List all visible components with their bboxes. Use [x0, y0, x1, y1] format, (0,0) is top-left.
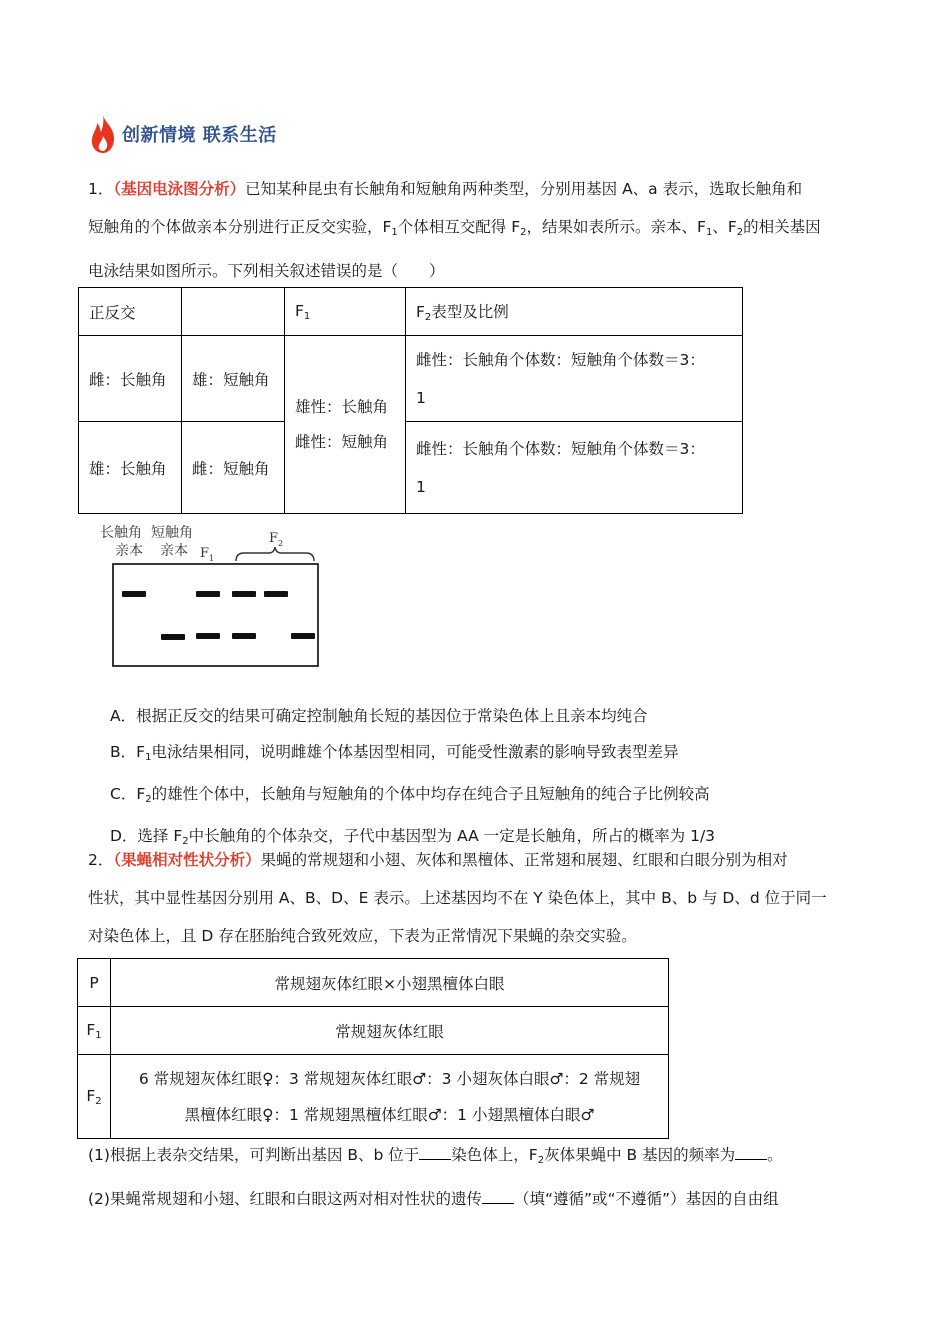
svg-text:2: 2: [278, 539, 284, 548]
band-f1-upper: [196, 591, 220, 597]
row-value-f1: 常规翅灰体红眼: [111, 1007, 669, 1055]
q2-line-2: 性状，其中显性基因分别用 A、B、D、E 表示。上述基因均不在 Y 染色体上，其中 B、b 与 D、d 位于同一: [88, 889, 827, 907]
subquestion-1: (1)根据上表杂交结果，可判断出基因 B、b 位于 染色体上，$F_2$灰体果蝇中 B 基因的频率为 。: [88, 1146, 783, 1166]
band-f2a-lower: [232, 633, 256, 639]
band-f1-lower: [196, 633, 220, 639]
label-parent-1: 亲本: [115, 543, 143, 559]
option-c: C．$F_2$的雄性个体中，长触角与短触角的个体中均存在纯合子且短触角的纯合子比例较高: [110, 785, 710, 805]
cell-female-short: 雌：短触角: [182, 422, 285, 514]
q2-subquestions: [88, 1136, 870, 1218]
q1-cross-table: [78, 287, 743, 514]
section-title: 创新情境 联系生活: [122, 125, 277, 146]
q1-options: [110, 698, 715, 860]
option-a: A．根据正反交的结果可确定控制触角长短的基因位于常染色体上且亲本均纯合: [110, 707, 648, 725]
label-parent-2: 亲本: [160, 543, 188, 559]
band-f2a-upper: [232, 591, 256, 597]
cell-f2-ratio-1: 雌性：长触角个体数：短触角个体数＝3： 1: [406, 336, 743, 422]
answer-blank-3[interactable]: [482, 1189, 514, 1204]
header-f2: $F_2$表型及比例: [406, 288, 743, 336]
band-long-parent: [122, 591, 146, 597]
cell-male-short: 雄：短触角: [182, 336, 285, 422]
row-value-f2: 6 常规翅灰体红眼♀：3 常规翅灰体红眼♂：3 小翅灰体白眼♂：2 常规翅 黑檀体红眼♀：1 常规翅黑檀体红眼♂：1 小翅黑檀体白眼♂: [111, 1055, 669, 1139]
q2-line-3: 对染色体上，且 D 存在胚胎纯合致死效应，下表为正常情况下果蝇的杂交实验。: [88, 927, 637, 945]
band-f2b-upper: [264, 591, 288, 597]
q2-line-1: 2．（果蝇相对性状分析）果蝇的常规翅和小翅、灰体和黑檀体、正常翅和展翅、红眼和白眼分别为相对: [88, 851, 788, 869]
band-short-parent: [161, 634, 185, 640]
label-f1: F: [200, 546, 210, 561]
q1-line-1: 1．（基因电泳图分析）已知某种昆虫有长触角和短触角两种类型，分别用基因 A、a 表示，选取长触角和: [88, 180, 803, 198]
label-short-antenna: 短触角: [151, 525, 193, 541]
question-1-stem: [88, 170, 870, 290]
row-label-f1: $F_1$: [78, 1007, 111, 1055]
band-f2c-lower: [291, 633, 315, 639]
flame-icon: [88, 114, 118, 154]
q2-tag: （果蝇相对性状分析）: [113, 851, 261, 869]
question-2-stem: [88, 841, 870, 955]
electrophoresis-figure: [98, 520, 330, 670]
answer-blank-2[interactable]: [735, 1145, 767, 1160]
svg-text:1: 1: [209, 554, 215, 563]
q1-line-3: 电泳结果如图所示。下列相关叙述错误的是（ ）: [88, 262, 445, 280]
q1-tag: （基因电泳图分析）: [113, 180, 246, 198]
cell-f1-phenotypes: 雄性：长触角 雌性：短触角: [285, 336, 406, 514]
header-blank: [182, 288, 285, 336]
answer-blank-1[interactable]: [419, 1145, 451, 1160]
cell-male-long: 雄：长触角: [79, 422, 182, 514]
label-long-antenna: 长触角: [100, 525, 142, 541]
section-header: [88, 112, 277, 156]
q1-line-2: 短触角的个体做亲本分别进行正反交实验，$F_1$个体相互交配得 $F_2$，结果如表所示。亲本、$F_1$、$F_2$的相关基因: [88, 218, 821, 238]
f2-brace: [236, 547, 314, 561]
subquestion-2: (2)果蝇常规翅和小翅、红眼和白眼这两对相对性状的遗传 （填“遵循”或“不遵循”）基因的自由组: [88, 1190, 779, 1208]
gel-frame: [113, 564, 318, 666]
option-b: B．$F_1$电泳结果相同，说明雌雄个体基因型相同，可能受性激素的影响导致表型差异: [110, 743, 679, 763]
label-f2: F: [269, 531, 279, 546]
cell-f2-ratio-2: 雌性：长触角个体数：短触角个体数＝3： 1: [406, 422, 743, 514]
header-f1: $F_1$: [285, 288, 406, 336]
cell-female-long: 雌：长触角: [79, 336, 182, 422]
option-d: D．选择 $F_2$中长触角的个体杂交，子代中基因型为 AA 一定是长触角，所占的概率为 1/3: [110, 827, 716, 847]
row-value-p: 常规翅灰体红眼×小翅黑檀体白眼: [111, 959, 669, 1007]
row-label-f2: $F_2$: [78, 1055, 111, 1139]
header-cross: 正反交: [79, 288, 182, 336]
row-label-p: P: [78, 959, 111, 1007]
q2-cross-table: [77, 958, 669, 1139]
